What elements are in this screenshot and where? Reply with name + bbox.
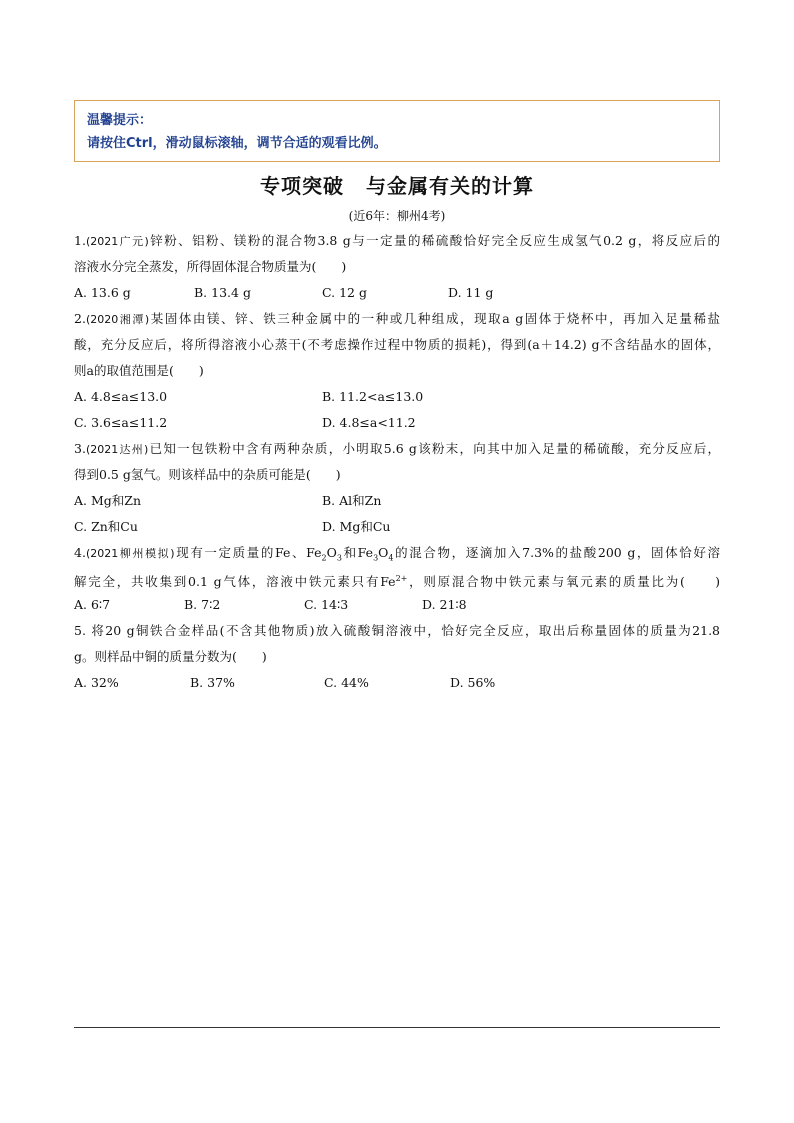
question-1-line2: 溶液水分完全蒸发，所得固体混合物质量为( ) (74, 259, 347, 274)
page-title-part1: 专项突破 (260, 174, 344, 198)
option-b: B. 13.4 g (194, 285, 251, 300)
question-2-options-row2 (74, 410, 720, 436)
tip-box (74, 100, 720, 162)
question-2-line2: 酸，充分反应后，将所得溶液小心蒸干(不考虑操作过程中物质的损耗)，得到(a＋14.2) g不含结晶水的固体， (74, 337, 720, 352)
page-title-part2: 与金属有关的计算 (366, 174, 534, 198)
option-a: A. 13.6 g (74, 285, 131, 300)
option-d: D. 21∶8 (422, 597, 467, 612)
question-2-line1: 2.(2020湘潭)某固体由镁、锌、铁三种金属中的一种或几种组成，现取a g固体于烧杯中，再加入足量稀盐 (74, 311, 721, 326)
tip-text: 请按住Ctrl，滑动鼠标滚轴，调节合适的观看比例。 (87, 136, 387, 151)
question-4-source: (2021柳州模拟) (85, 547, 175, 560)
option-a: A. 4.8≤a≤13.0 (74, 389, 168, 404)
footer-divider (74, 1027, 720, 1028)
question-5 (74, 618, 720, 696)
question-1-line1: 1.(2021广元)锌粉、铝粉、镁粉的混合物3.8 g与一定量的稀硫酸恰好完全反应生成氢气0.2 g，将反应后的 (74, 233, 720, 248)
question-5-options (74, 670, 720, 696)
question-3-line2: 得到0.5 g氢气。则该样品中的杂质可能是( ) (74, 467, 341, 482)
question-list (74, 228, 720, 696)
option-a: A. Mg和Zn (74, 493, 142, 508)
question-1 (74, 228, 720, 306)
question-3-source: (2021达州) (85, 443, 149, 456)
question-4 (74, 540, 720, 618)
option-a: A. 32% (74, 675, 119, 690)
option-b: B. 11.2<a≤13.0 (322, 389, 424, 404)
option-b: B. 7∶2 (184, 597, 221, 612)
option-b: B. Al和Zn (322, 493, 382, 508)
question-3-options-row1 (74, 488, 720, 514)
page-title (0, 170, 794, 199)
page-subtitle: (近6年：柳州4考) (348, 209, 446, 223)
option-a: A. 6∶7 (74, 597, 111, 612)
question-1-options (74, 280, 720, 306)
question-5-line2: g。则样品中铜的质量分数为( ) (74, 649, 267, 664)
option-d: D. 4.8≤a<11.2 (322, 415, 416, 430)
option-d: D. 11 g (448, 285, 494, 300)
question-4-line2: 解完全，共收集到0.1 g气体，溶液中铁元素只有$Fe^{2+}$，则原混合物中铁元素与氧元素的质量比为( ) (74, 574, 720, 590)
question-3-line1: 3.(2021达州)已知一包铁粉中含有两种杂质，小明取5.6 g该粉末，向其中加入足量的稀硫酸，充分反应后， (74, 441, 720, 456)
option-c: C. 44% (324, 675, 369, 690)
option-c: C. 3.6≤a≤11.2 (74, 415, 168, 430)
option-c: C. 12 g (322, 285, 367, 300)
option-d: D. Mg和Cu (322, 519, 391, 534)
question-1-source: (2021广元) (85, 235, 149, 248)
option-d: D. 56% (450, 675, 496, 690)
question-4-options (74, 592, 720, 618)
question-2-options-row1 (74, 384, 720, 410)
question-3-options-row2 (74, 514, 720, 540)
option-b: B. 37% (190, 675, 235, 690)
question-3 (74, 436, 720, 540)
question-5-line1: 5. 将20 g铜铁合金样品(不含其他物质)放入硫酸铜溶液中，恰好完全反应，取出后称量固体的质量为21.8 (74, 623, 721, 638)
tip-title: 温馨提示： (87, 113, 153, 128)
question-2-line3: 则a的取值范围是( ) (74, 363, 204, 378)
option-c: C. 14∶3 (304, 597, 349, 612)
question-2-source: (2020湘潭) (85, 313, 150, 326)
option-c: C. Zn和Cu (74, 519, 138, 534)
question-2 (74, 306, 720, 436)
question-4-line1: 4.(2021柳州模拟)现有一定质量的Fe、$Fe_2O_3$和$Fe_3O_4$的混合物，逐滴加入7.3%的盐酸200 g，固体恰好溶 (74, 545, 721, 563)
